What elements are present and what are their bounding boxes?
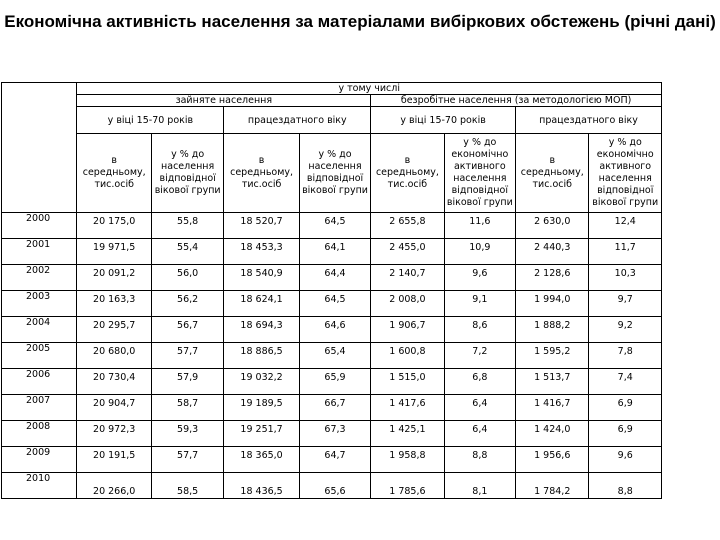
value-cell: 7,8	[589, 343, 662, 369]
value-cell: 1 958,8	[371, 447, 444, 473]
value-cell: 2 655,8	[371, 213, 444, 239]
value-cell: 18 453,3	[224, 239, 299, 265]
year-cell: 2000	[2, 213, 77, 239]
value-cell: 11,7	[589, 239, 662, 265]
value-cell: 20 730,4	[77, 369, 151, 395]
value-cell: 55,4	[151, 239, 223, 265]
value-cell: 18 694,3	[224, 317, 299, 343]
year-cell: 2009	[2, 447, 77, 473]
value-cell: 6,4	[444, 421, 515, 447]
value-cell: 19 971,5	[77, 239, 151, 265]
value-cell: 9,6	[444, 265, 515, 291]
value-cell: 8,8	[444, 447, 515, 473]
value-cell: 67,3	[299, 421, 370, 447]
value-cell: 20 266,0	[77, 473, 151, 499]
value-cell: 18 520,7	[224, 213, 299, 239]
table-row	[2, 473, 662, 499]
value-cell: 19 032,2	[224, 369, 299, 395]
header-employed-age-15-70: у віці 15-70 років	[77, 107, 224, 134]
value-cell: 1 906,7	[371, 317, 444, 343]
value-cell: 1 416,7	[516, 395, 589, 421]
value-cell: 8,1	[444, 473, 515, 499]
table-row	[2, 421, 662, 447]
header-in-total: у тому числі	[77, 83, 662, 95]
value-cell: 1 888,2	[516, 317, 589, 343]
value-cell: 20 163,3	[77, 291, 151, 317]
value-cell: 57,9	[151, 369, 223, 395]
header-pct-age-group: у % до населення відповідної вікової групи	[151, 134, 223, 213]
value-cell: 59,3	[151, 421, 223, 447]
header-avg-thousands: в середньому, тис.осіб	[224, 134, 299, 213]
table-row	[2, 239, 662, 265]
value-cell: 58,7	[151, 395, 223, 421]
value-cell: 20 904,7	[77, 395, 151, 421]
value-cell: 7,4	[589, 369, 662, 395]
value-cell: 8,8	[589, 473, 662, 499]
value-cell: 1 424,0	[516, 421, 589, 447]
header-pct-active: у % до економічно активного населення відповідної вікової групи	[589, 134, 662, 213]
value-cell: 64,5	[299, 291, 370, 317]
header-employed: зайняте населення	[77, 95, 371, 107]
year-cell: 2001	[2, 239, 77, 265]
value-cell: 9,7	[589, 291, 662, 317]
table-row	[2, 265, 662, 291]
value-cell: 1 785,6	[371, 473, 444, 499]
value-cell: 18 540,9	[224, 265, 299, 291]
value-cell: 18 365,0	[224, 447, 299, 473]
header-avg-thousands: в середньому, тис.осіб	[516, 134, 589, 213]
value-cell: 58,5	[151, 473, 223, 499]
header-employed-working-age: працездатного віку	[224, 107, 371, 134]
value-cell: 64,5	[299, 213, 370, 239]
value-cell: 55,8	[151, 213, 223, 239]
header-unemployed-working-age: працездатного віку	[516, 107, 662, 134]
value-cell: 57,7	[151, 447, 223, 473]
value-cell: 65,6	[299, 473, 370, 499]
value-cell: 8,6	[444, 317, 515, 343]
value-cell: 1 417,6	[371, 395, 444, 421]
year-cell: 2002	[2, 265, 77, 291]
value-cell: 20 091,2	[77, 265, 151, 291]
value-cell: 10,9	[444, 239, 515, 265]
value-cell: 6,9	[589, 395, 662, 421]
value-cell: 18 624,1	[224, 291, 299, 317]
value-cell: 2 140,7	[371, 265, 444, 291]
year-cell: 2010	[2, 473, 77, 499]
value-cell: 6,9	[589, 421, 662, 447]
year-cell: 2005	[2, 343, 77, 369]
year-cell: 2003	[2, 291, 77, 317]
value-cell: 2 630,0	[516, 213, 589, 239]
value-cell: 20 680,0	[77, 343, 151, 369]
value-cell: 64,4	[299, 265, 370, 291]
value-cell: 18 436,5	[224, 473, 299, 499]
value-cell: 1 600,8	[371, 343, 444, 369]
value-cell: 1 425,1	[371, 421, 444, 447]
value-cell: 56,7	[151, 317, 223, 343]
value-cell: 56,0	[151, 265, 223, 291]
value-cell: 6,4	[444, 395, 515, 421]
value-cell: 1 956,6	[516, 447, 589, 473]
value-cell: 12,4	[589, 213, 662, 239]
value-cell: 57,7	[151, 343, 223, 369]
header-avg-thousands: в середньому, тис.осіб	[77, 134, 151, 213]
header-unemployed: безробітне населення (за методологією МОП)	[371, 95, 662, 107]
value-cell: 7,2	[444, 343, 515, 369]
value-cell: 6,8	[444, 369, 515, 395]
value-cell: 2 128,6	[516, 265, 589, 291]
value-cell: 19 251,7	[224, 421, 299, 447]
year-cell: 2006	[2, 369, 77, 395]
value-cell: 1 515,0	[371, 369, 444, 395]
value-cell: 11,6	[444, 213, 515, 239]
value-cell: 56,2	[151, 291, 223, 317]
value-cell: 65,4	[299, 343, 370, 369]
value-cell: 19 189,5	[224, 395, 299, 421]
value-cell: 20 175,0	[77, 213, 151, 239]
value-cell: 64,1	[299, 239, 370, 265]
table-row	[2, 395, 662, 421]
header-unemployed-age-15-70: у віці 15-70 років	[371, 107, 516, 134]
value-cell: 66,7	[299, 395, 370, 421]
value-cell: 2 455,0	[371, 239, 444, 265]
value-cell: 9,2	[589, 317, 662, 343]
table-row	[2, 369, 662, 395]
table-row	[2, 343, 662, 369]
year-cell: 2004	[2, 317, 77, 343]
data-table	[1, 82, 662, 499]
value-cell: 1 513,7	[516, 369, 589, 395]
header-pct-active: у % до економічно активного населення відповідної вікової групи	[444, 134, 515, 213]
year-cell: 2008	[2, 421, 77, 447]
value-cell: 65,9	[299, 369, 370, 395]
value-cell: 20 191,5	[77, 447, 151, 473]
header-avg-thousands: в середньому, тис.осіб	[371, 134, 444, 213]
value-cell: 64,7	[299, 447, 370, 473]
value-cell: 1 784,2	[516, 473, 589, 499]
year-cell: 2007	[2, 395, 77, 421]
value-cell: 2 440,3	[516, 239, 589, 265]
value-cell: 20 972,3	[77, 421, 151, 447]
value-cell: 18 886,5	[224, 343, 299, 369]
value-cell: 20 295,7	[77, 317, 151, 343]
value-cell: 2 008,0	[371, 291, 444, 317]
value-cell: 9,6	[589, 447, 662, 473]
value-cell: 1 994,0	[516, 291, 589, 317]
page-title: Економічна активність населення за матеріалами вибіркових обстежень (річні дані)	[4, 12, 716, 31]
value-cell: 9,1	[444, 291, 515, 317]
value-cell: 1 595,2	[516, 343, 589, 369]
table-row	[2, 317, 662, 343]
table-row	[2, 447, 662, 473]
value-cell: 10,3	[589, 265, 662, 291]
header-pct-age-group: у % до населення відповідної вікової групи	[299, 134, 370, 213]
table-row	[2, 291, 662, 317]
table-row	[2, 213, 662, 239]
corner-cell	[2, 83, 77, 213]
value-cell: 64,6	[299, 317, 370, 343]
